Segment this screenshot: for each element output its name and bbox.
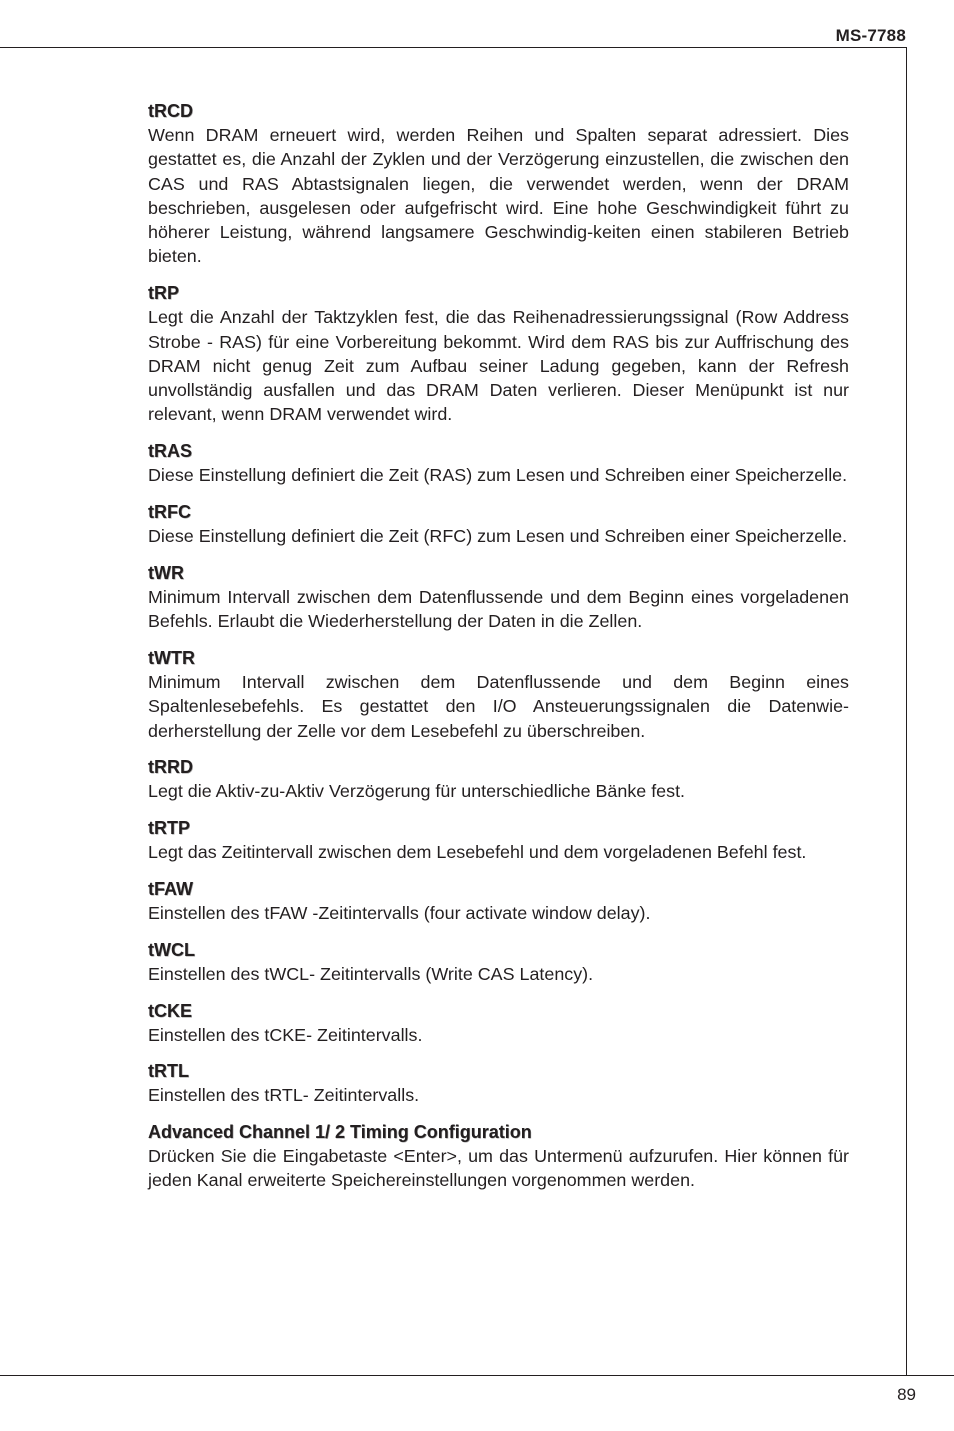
- section-body: Legt die Aktiv-zu-Aktiv Verzögerung für unterschiedliche Bänke fest.: [148, 781, 686, 802]
- section-twr: [148, 561, 849, 634]
- right-margin-rule: [906, 47, 907, 1375]
- section-advanced-channel-timing: [148, 1120, 849, 1193]
- section-title: tCKE: [148, 1000, 192, 1021]
- section-twtr: [148, 646, 849, 743]
- section-title: tRTP: [148, 818, 190, 839]
- section-body: Einstellen des tWCL- Zeitintervalls (Write CAS Latency).: [148, 963, 594, 984]
- section-body: Legt die Anzahl der Taktzyklen fest, die das Reihenadressierungssignal (Row Address Strobe - RAS) für eine Vorbereitung bekommt. Wird dem RAS bis zur Auffrischung des DRAM nicht genug Zeit zum Aufbau seiner Ladung gegeben, kann der Refresh unvollständig ausfallen und das DRAM Daten verlieren. Dieser Menüpunkt ist nur relevant, wenn DRAM verwendet wird.: [148, 307, 849, 425]
- section-tcke: [148, 999, 849, 1047]
- section-title: Advanced Channel 1/ 2 Timing Configuration: [148, 1122, 532, 1143]
- footer-rule: [0, 1375, 954, 1376]
- section-title: tWCL: [148, 939, 195, 960]
- section-body: Einstellen des tFAW -Zeitintervalls (four activate window delay).: [148, 902, 651, 923]
- section-title: tRAS: [148, 441, 192, 462]
- section-title: tRFC: [148, 502, 191, 523]
- section-body: Drücken Sie die Eingabetaste <Enter>, um das Untermenü aufzurufen. Hier können für jeden Kanal erweiterte Speichereinstellungen vorgenommen werden.: [148, 1146, 849, 1191]
- section-title: tFAW: [148, 878, 193, 899]
- section-title: tRRD: [148, 757, 193, 778]
- section-trcd: [148, 99, 849, 269]
- section-trtp: [148, 816, 849, 864]
- section-title: tWTR: [148, 647, 195, 668]
- section-trrd: [148, 755, 849, 803]
- section-title: tRCD: [148, 101, 193, 121]
- section-trp: [148, 281, 849, 426]
- section-trfc: [148, 500, 849, 548]
- header-rule: [0, 47, 907, 48]
- section-body: Einstellen des tRTL- Zeitintervalls.: [148, 1085, 420, 1106]
- section-body: Minimum Intervall zwischen dem Datenflussende und dem Beginn eines Spaltenlesebefehls. Es gestattet den I/O Ansteuerungssignalen die Datenwiederherstellung der Zelle vor dem Lesebefehl zu überschreiben.: [148, 671, 849, 741]
- section-body: Legt das Zeitintervall zwischen dem Lesebefehl und dem vorgeladenen Befehl fest.: [148, 842, 807, 863]
- section-tfaw: [148, 877, 849, 925]
- section-twcl: [148, 938, 849, 986]
- page-number: 89: [897, 1385, 916, 1404]
- section-tras: [148, 439, 849, 487]
- section-title: tRTL: [148, 1061, 189, 1082]
- section-body: Wenn DRAM erneuert wird, werden Reihen und Spalten separat adressiert. Dies gestattet es, die Anzahl der Zyklen und der Verzögerung einzustellen, die zwischen den CAS und RAS Abtastsignalen liegen, die verwendet werden, wenn der DRAM beschrieben, ausgelesen oder aufgefrischt wird. Eine hohe Geschwindigkeit führt zu höherer Leistung, während langsamere Geschwindig-keiten einen stabileren Betrieb bieten.: [148, 125, 849, 267]
- model-number-header: MS-7788: [835, 26, 906, 45]
- section-title: tRP: [148, 283, 179, 304]
- section-body: Diese Einstellung definiert die Zeit (RFC) zum Lesen und Schreiben einer Speicherzelle.: [148, 526, 848, 547]
- section-trtl: [148, 1059, 849, 1107]
- section-body: Diese Einstellung definiert die Zeit (RAS) zum Lesen und Schreiben einer Speicherzelle.: [148, 465, 848, 486]
- section-title: tWR: [148, 562, 184, 583]
- section-body: Einstellen des tCKE- Zeitintervalls.: [148, 1024, 423, 1045]
- section-body: Minimum Intervall zwischen dem Datenflussende und dem Beginn eines vorgeladenen Befehls. Erlaubt die Wiederherstellung der Daten in die Zellen.: [148, 586, 849, 632]
- page-content: [148, 99, 849, 1205]
